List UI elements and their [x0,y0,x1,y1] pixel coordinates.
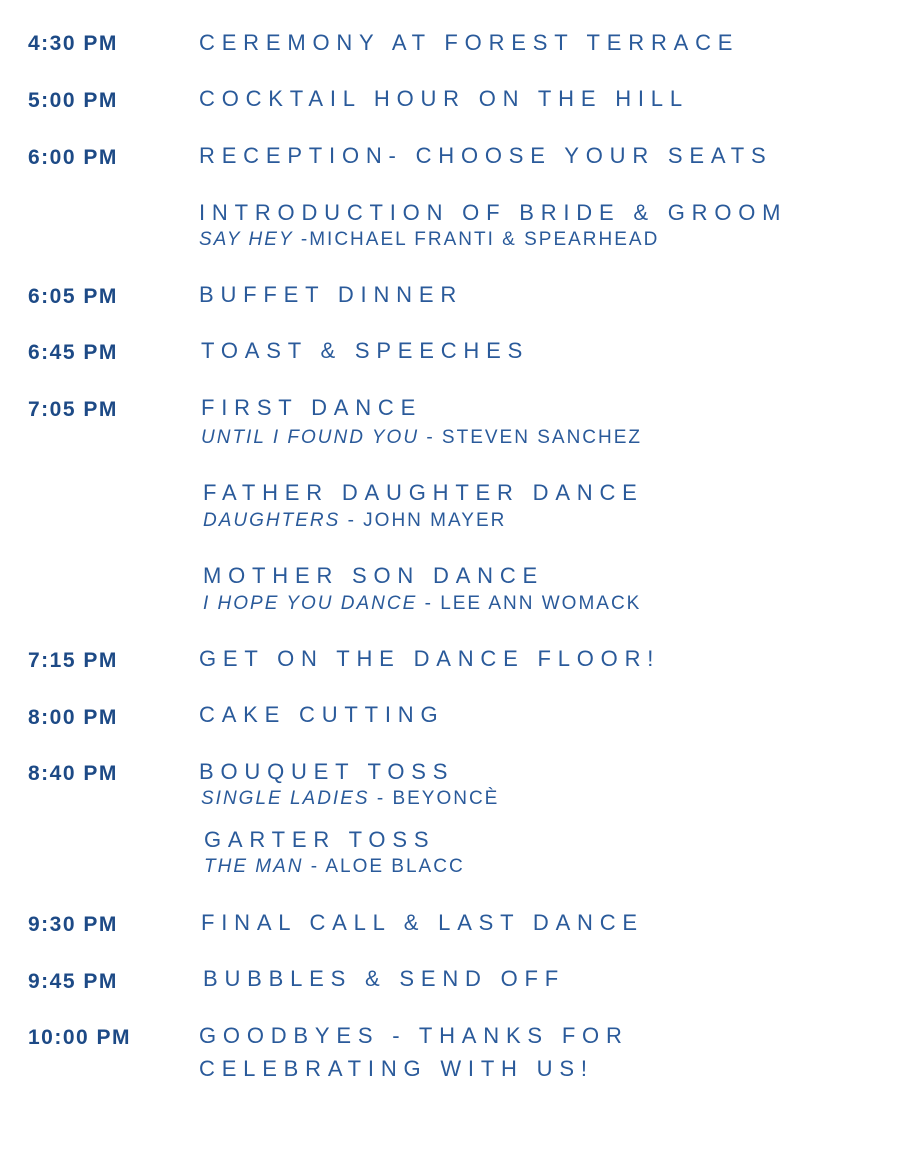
song-credit [203,593,641,615]
time-label: 7:05 PM [28,398,118,421]
song-credit [201,788,499,810]
song-artist: - BEYONCÈ [369,788,500,809]
song-artist: - LEE ANN WOMACK [417,593,642,614]
event-title: GOODBYES - THANKS FOR [199,1023,629,1048]
event-title: INTRODUCTION OF BRIDE & GROOM [199,200,788,225]
event-title: CAKE CUTTING [199,702,445,727]
time-label: 5:00 PM [28,89,118,112]
song-artist: -MICHAEL FRANTI & SPEARHEAD [293,229,660,250]
song-title: UNTIL I FOUND YOU [201,427,420,448]
event-title: COCKTAIL HOUR ON THE HILL [199,86,689,111]
time-label: 9:45 PM [28,970,118,993]
event-title: FINAL CALL & LAST DANCE [201,910,644,935]
song-artist: - STEVEN SANCHEZ [419,427,643,448]
event-title: TOAST & SPEECHES [201,338,530,363]
song-artist: - JOHN MAYER [340,510,507,531]
time-label: 6:05 PM [28,285,118,308]
event-title: BOUQUET TOSS [199,759,455,784]
song-credit [203,510,506,532]
event-title: GARTER TOSS [204,827,436,852]
song-title: I HOPE YOU DANCE [203,593,418,614]
song-title: THE MAN [204,856,304,877]
song-artist: - ALOE BLACC [303,856,465,877]
time-label: 7:15 PM [28,649,118,672]
song-credit [204,856,465,878]
time-label: 6:00 PM [28,146,118,169]
event-title: FATHER DAUGHTER DANCE [203,480,644,505]
time-label: 4:30 PM [28,32,118,55]
event-title: RECEPTION- CHOOSE YOUR SEATS [199,143,773,168]
song-title: SAY HEY [199,229,294,250]
time-label: 6:45 PM [28,341,118,364]
event-title: GET ON THE DANCE FLOOR! [199,646,661,671]
time-label: 8:40 PM [28,762,118,785]
event-title: CEREMONY AT FOREST TERRACE [199,30,740,55]
event-title: BUBBLES & SEND OFF [203,966,566,991]
event-title: FIRST DANCE [201,395,423,420]
event-title-continued: CELEBRATING WITH US! [199,1056,594,1081]
time-label: 9:30 PM [28,913,118,936]
song-title: DAUGHTERS [203,510,341,531]
song-title: SINGLE LADIES [201,788,370,809]
event-title: MOTHER SON DANCE [203,563,545,588]
song-credit [199,229,659,251]
song-credit [201,427,642,449]
event-title: BUFFET DINNER [199,282,464,307]
time-label: 8:00 PM [28,706,118,729]
time-label: 10:00 PM [28,1026,132,1049]
